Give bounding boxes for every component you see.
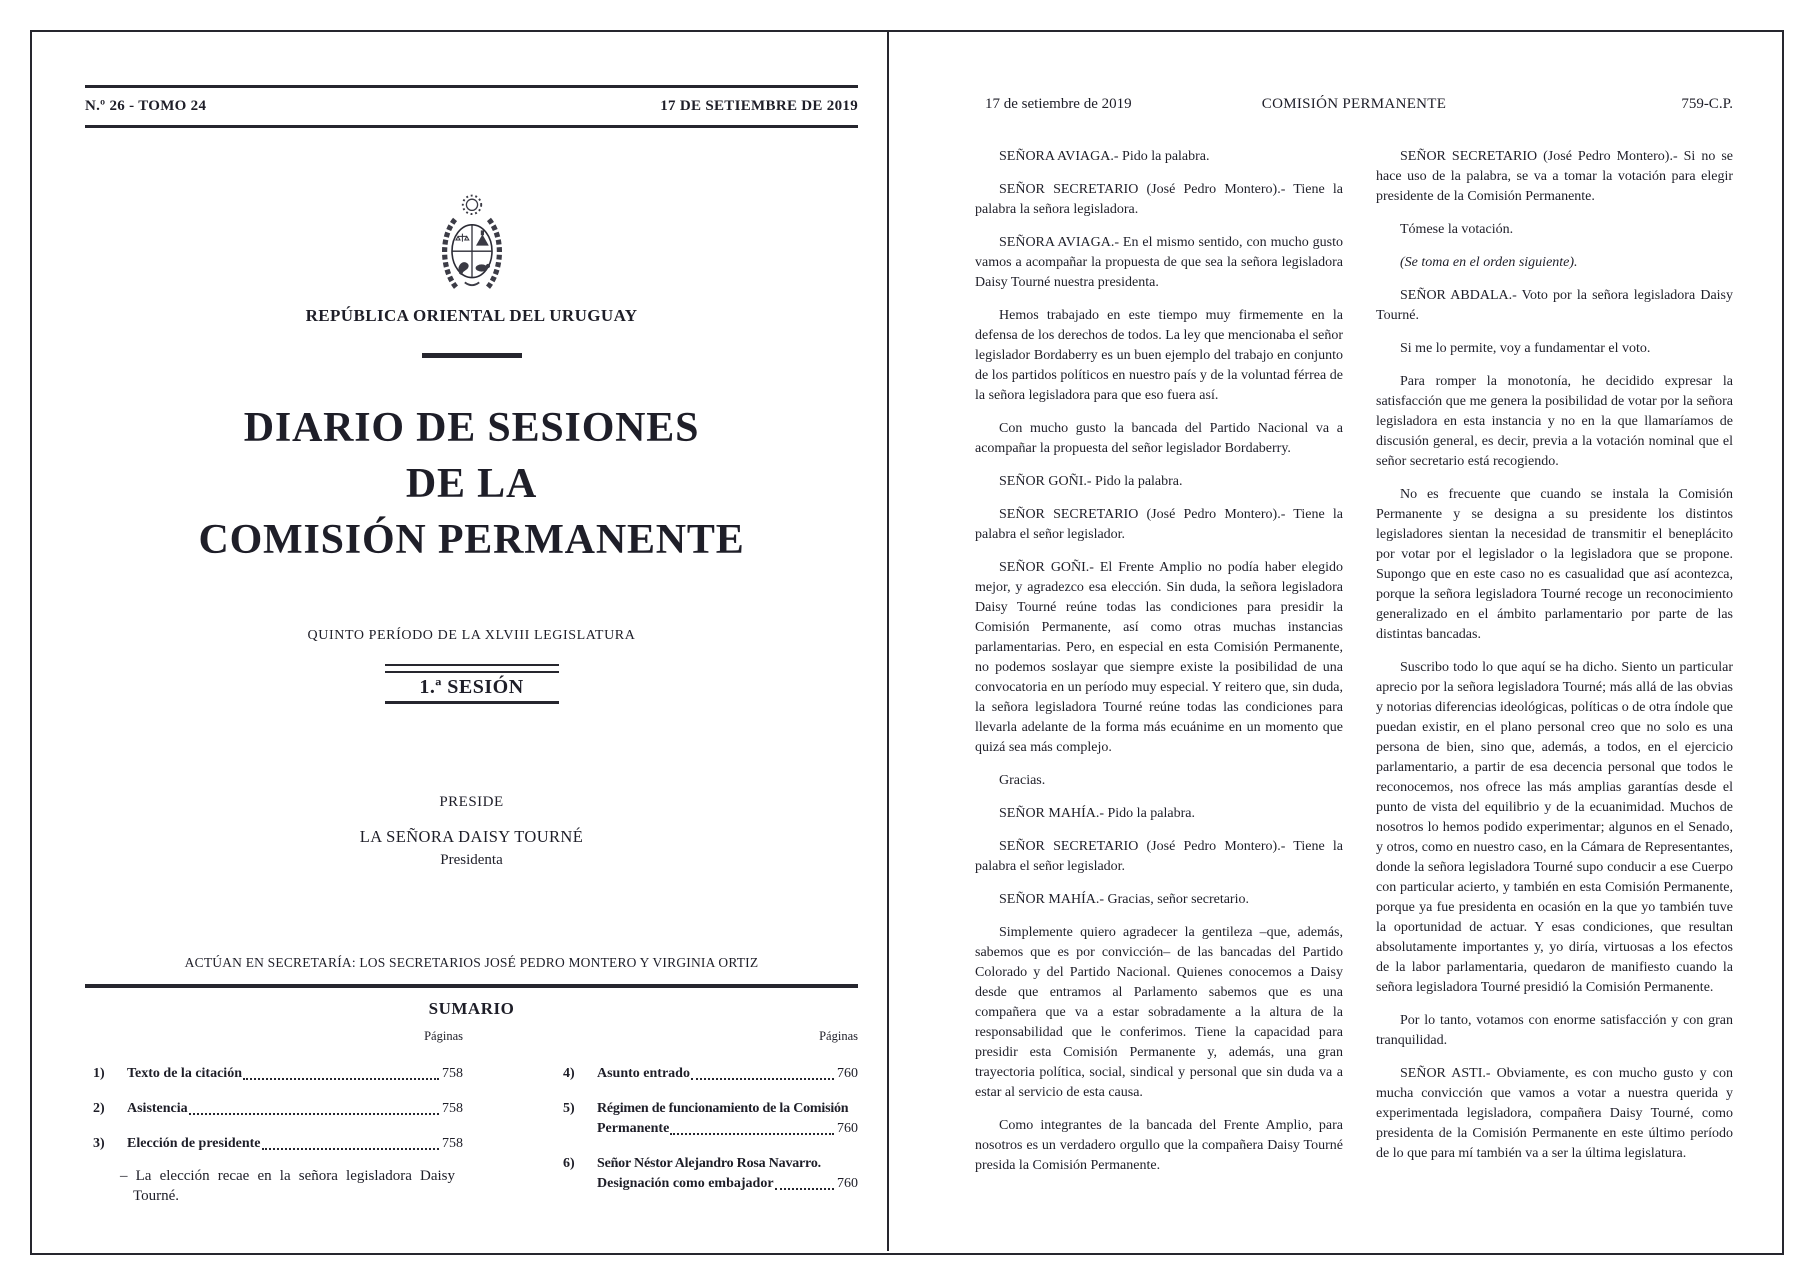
toc-item-label-line1: Señor Néstor Alejandro Rosa Navarro. [597, 1156, 821, 1171]
toc-page-number: 758 [442, 1101, 463, 1116]
session-rule-top [385, 664, 559, 673]
toc-item-body [127, 1134, 463, 1154]
paragraph: No es frecuente que cuando se instala la Comisión Permanente y se designa a su presidente los distintos legisladores sientan la necesidad de transmitir el beneplácito por votar por el legislador o la legisladora que se propone. Supongo que en este caso no es casualidad que así acontezca, porque la señora legisladora Tourné recoge un reconocimiento generalizado en el ámbito parlamentario por parte de las distintas bancadas. [1376, 487, 1733, 642]
paragraph: Hemos trabajado en este tiempo muy firmemente en la defensa de los derechos de todos. La ley que mencionaba el señor legislador Bordaberry es un buen ejemplo del trabajo en conjunto de los partidos políticos en nuestro país y de la voluntad férrea de la señora legisladora para que eso fuera así. [975, 308, 1343, 403]
session-rule-bottom [385, 701, 559, 704]
toc-item [563, 1154, 858, 1194]
paragraph: SEÑOR GOÑI.- El Frente Amplio no podía haber elegido mejor, y agradezco esa elección. Sin duda, la señora legisladora Daisy Tourné reúne todas las condiciones para presidir la Comisión Permanente, así como otras muchas instancias parlamentarias. Pero, en especial en esta Comisión Permanente, no podemos soslayar que siempre existe la posibilidad de una convocatoria en un período muy especial. Y reitero que, sin duda, la señora legisladora Tourné reúne todas las condiciones para llevarla adelante de la forma más ecuánime en un momento que quizá sea más complejo. [975, 560, 1343, 755]
toc-item [93, 1134, 463, 1154]
preside-label: PRESIDE [439, 794, 504, 810]
toc-item-body [597, 1099, 858, 1139]
toc-item [93, 1099, 463, 1119]
toc-page-number: 760 [837, 1066, 858, 1081]
paragraph: SEÑOR ABDALA.- Voto por la señora legisladora Daisy Tourné. [1376, 288, 1733, 323]
header-date: 17 de setiembre de 2019 [985, 96, 1132, 112]
toc-item-body [127, 1064, 463, 1084]
toc-item-number: 4) [563, 1066, 575, 1081]
paragraph: Suscribo todo lo que aquí se ha dicho. Siento un particular aprecio por la señora legisladora Tourné; más allá de las obvias y notorias diferencias ideológicas, políticas o de otra índole que puedan existir, en el plano personal creo que no solo es una persona de bien, sino que, además, a todos, en el ejercicio parlamentario, a partir de esa decencia personal que todos le reconocemos, nos ofrece las más amplias garantías desde el punto de vista del equilibrio y de la ecuanimidad. Muchos de nosotros lo hemos podido experimentar; algunos en el Senado, y otros, como en nuestro caso, en la Cámara de Representantes, donde la señora legisladora Tourné supo conducir a ese Cuerpo con particular acierto, y también en esta Comisión Permanente, porque ya fue presidenta en ocasión en la que yo también tuve la oportunidad de actuar. Y esas condiciones, que resultan absolutamente importantes y, yo diría, virtuosas a los efectos de la labor parlamentaria, quedaron de manifiesto cuando la señora legisladora Tourné presidió la Comisión Permanente. [1376, 660, 1733, 995]
paragraph: Para romper la monotonía, he decidido expresar la satisfacción que me genera la posibilidad de votar por la señora legisladora en esta instancia y no en la que llamaríamos de discusión general, es decir, previa a la votación nominal que el señor secretario está recogiendo. [1376, 374, 1733, 469]
text-column-1 [975, 147, 1343, 1242]
paragraph: SEÑOR ASTI.- Obviamente, es con mucho gusto y con mucha convicción que vamos a votar a nuestra querida y experimentada legisladora, compañera Daisy Tourné, como presidenta de la Comisión Permanente en este último período de lo que para mí también va a ser la última legislatura. [1376, 1066, 1733, 1161]
summary-rule [85, 984, 858, 988]
main-title-line-3: COMISIÓN PERMANENTE [198, 517, 745, 563]
right-page-header [975, 96, 1733, 116]
paragraph: SEÑORA AVIAGA.- Pido la palabra. [999, 149, 1210, 164]
toc-leader-dots [189, 1113, 439, 1115]
left-page [85, 0, 858, 1280]
toc-item-body [127, 1099, 463, 1119]
toc-item-label: Designación como embajador [597, 1176, 774, 1191]
paragraph: Con mucho gusto la bancada del Partido Nacional va a acompañar la propuesta del señor legislador Bordaberry. [975, 421, 1343, 456]
toc-item-body [597, 1154, 858, 1194]
paragraph: Como integrantes de la bancada del Frente Amplio, para nosotros es un verdadero orgullo que la compañera Daisy Tourné presida la Comisión Permanente. [975, 1118, 1343, 1173]
left-page-header [85, 85, 858, 128]
header-title: COMISIÓN PERMANENTE [1261, 96, 1447, 112]
toc-page-number: 760 [837, 1176, 858, 1191]
paragraph: SEÑOR MAHÍA.- Gracias, señor secretario. [999, 892, 1249, 907]
toc-leader-dots [670, 1133, 834, 1135]
toc-note: – La elección recae en la señora legisladora Daisy Tourné. [120, 1168, 455, 1204]
main-title-line-1: DIARIO DE SESIONES [243, 405, 700, 451]
paragraph: (Se toma en el orden siguiente). [1400, 255, 1578, 270]
main-title-line-2: DE LA [405, 461, 538, 507]
toc-item-label: Texto de la citación [127, 1066, 242, 1081]
toc-item-label: Elección de presidente [127, 1136, 261, 1151]
toc-leader-dots [691, 1078, 834, 1080]
toc-item [563, 1064, 858, 1084]
summary-title: SUMARIO [428, 999, 515, 1018]
toc-column-right [563, 1064, 858, 1209]
toc-item-number: 2) [93, 1101, 105, 1116]
paragraph: SEÑOR SECRETARIO (José Pedro Montero).- Tiene la palabra el señor legislador. [975, 507, 1343, 542]
toc-item-label-line1: Régimen de funcionamiento de la Comisión [597, 1101, 849, 1116]
paragraph: Si me lo permite, voy a fundamentar el voto. [1400, 341, 1651, 356]
paragraph: Gracias. [999, 773, 1046, 788]
toc-item-label: Asistencia [127, 1101, 188, 1116]
toc-page-number: 760 [837, 1121, 858, 1136]
header-date: 17 DE SETIEMBRE DE 2019 [660, 98, 858, 114]
paragraph: SEÑORA AVIAGA.- En el mismo sentido, con mucho gusto vamos a acompañar la propuesta de que sea la señora legisladora Daisy Tourné nuestra presidenta. [975, 235, 1343, 290]
pages-label-left: Páginas [424, 1029, 463, 1043]
right-page [975, 0, 1733, 1280]
header-page-ref: 759-C.P. [1681, 96, 1733, 112]
decorative-bar [422, 353, 522, 358]
toc-page-number: 758 [442, 1136, 463, 1151]
main-title [85, 400, 858, 568]
session-label: 1.ª SESIÓN [419, 676, 524, 698]
paragraph: Tómese la votación. [1400, 222, 1514, 237]
toc-item-body [597, 1064, 858, 1084]
issue-number: N.º 26 - TOMO 24 [85, 98, 207, 114]
toc-item-label: Asunto entrado [597, 1066, 690, 1081]
toc-leader-dots [775, 1188, 834, 1190]
president-title: Presidenta [440, 852, 503, 868]
session-box [385, 664, 559, 704]
republic-title: REPÚBLICA ORIENTAL DEL URUGUAY [305, 306, 638, 325]
toc-leader-dots [243, 1078, 439, 1080]
toc-item [563, 1099, 858, 1139]
pages-label-right: Páginas [819, 1029, 858, 1043]
toc-item [93, 1064, 463, 1084]
toc-leader-dots [262, 1148, 439, 1150]
page-divider-line [887, 30, 889, 1251]
text-column-2 [1376, 147, 1733, 1242]
secretaries-line: ACTÚAN EN SECRETARÍA: LOS SECRETARIOS JOSÉ PEDRO MONTERO Y VIRGINIA ORTIZ [184, 955, 759, 970]
paragraph: SEÑOR SECRETARIO (José Pedro Montero).- Si no se hace uso de la palabra, se va a tomar la votación para elegir presidente de la Comisión Permanente. [1376, 149, 1733, 204]
toc-item-label: Permanente [597, 1121, 670, 1136]
toc-column-left [93, 1064, 463, 1169]
paragraph: SEÑOR GOÑI.- Pido la palabra. [999, 474, 1183, 489]
toc-item-number: 6) [563, 1156, 575, 1171]
paragraph: Simplemente quiero agradecer la gentileza –que, además, sabemos que es por convicción– de las bancadas del Partido Colorado y del Partido Nacional. Quienes conocemos a Daisy desde que entramos al Parlamento sabemos que es una compañera que va a estar sobradamente a la altura de la responsabilidad que le conferimos. Tiene la capacidad para presidir esta Comisión Permanente y, además, una gran trayectoria política, social, sindical y personal que sin duda va a estar al servicio de esta causa. [975, 925, 1343, 1100]
legislature-subtitle: QUINTO PERÍODO DE LA XLVIII LEGISLATURA [307, 628, 636, 643]
paragraph: Por lo tanto, votamos con enorme satisfacción y con gran tranquilidad. [1376, 1013, 1733, 1048]
paragraph: SEÑOR SECRETARIO (José Pedro Montero).- Tiene la palabra el señor legislador. [975, 839, 1343, 874]
toc-item-number: 5) [563, 1101, 575, 1116]
president-name: LA SEÑORA DAISY TOURNÉ [359, 827, 584, 846]
toc-page-number: 758 [442, 1066, 463, 1081]
paragraph: SEÑOR SECRETARIO (José Pedro Montero).- Tiene la palabra la señora legisladora. [975, 182, 1343, 217]
coat-of-arms-uruguay-icon [432, 190, 512, 303]
paragraph: SEÑOR MAHÍA.- Pido la palabra. [999, 806, 1195, 821]
toc-item-number: 1) [93, 1066, 105, 1081]
toc-item-number: 3) [93, 1136, 105, 1151]
